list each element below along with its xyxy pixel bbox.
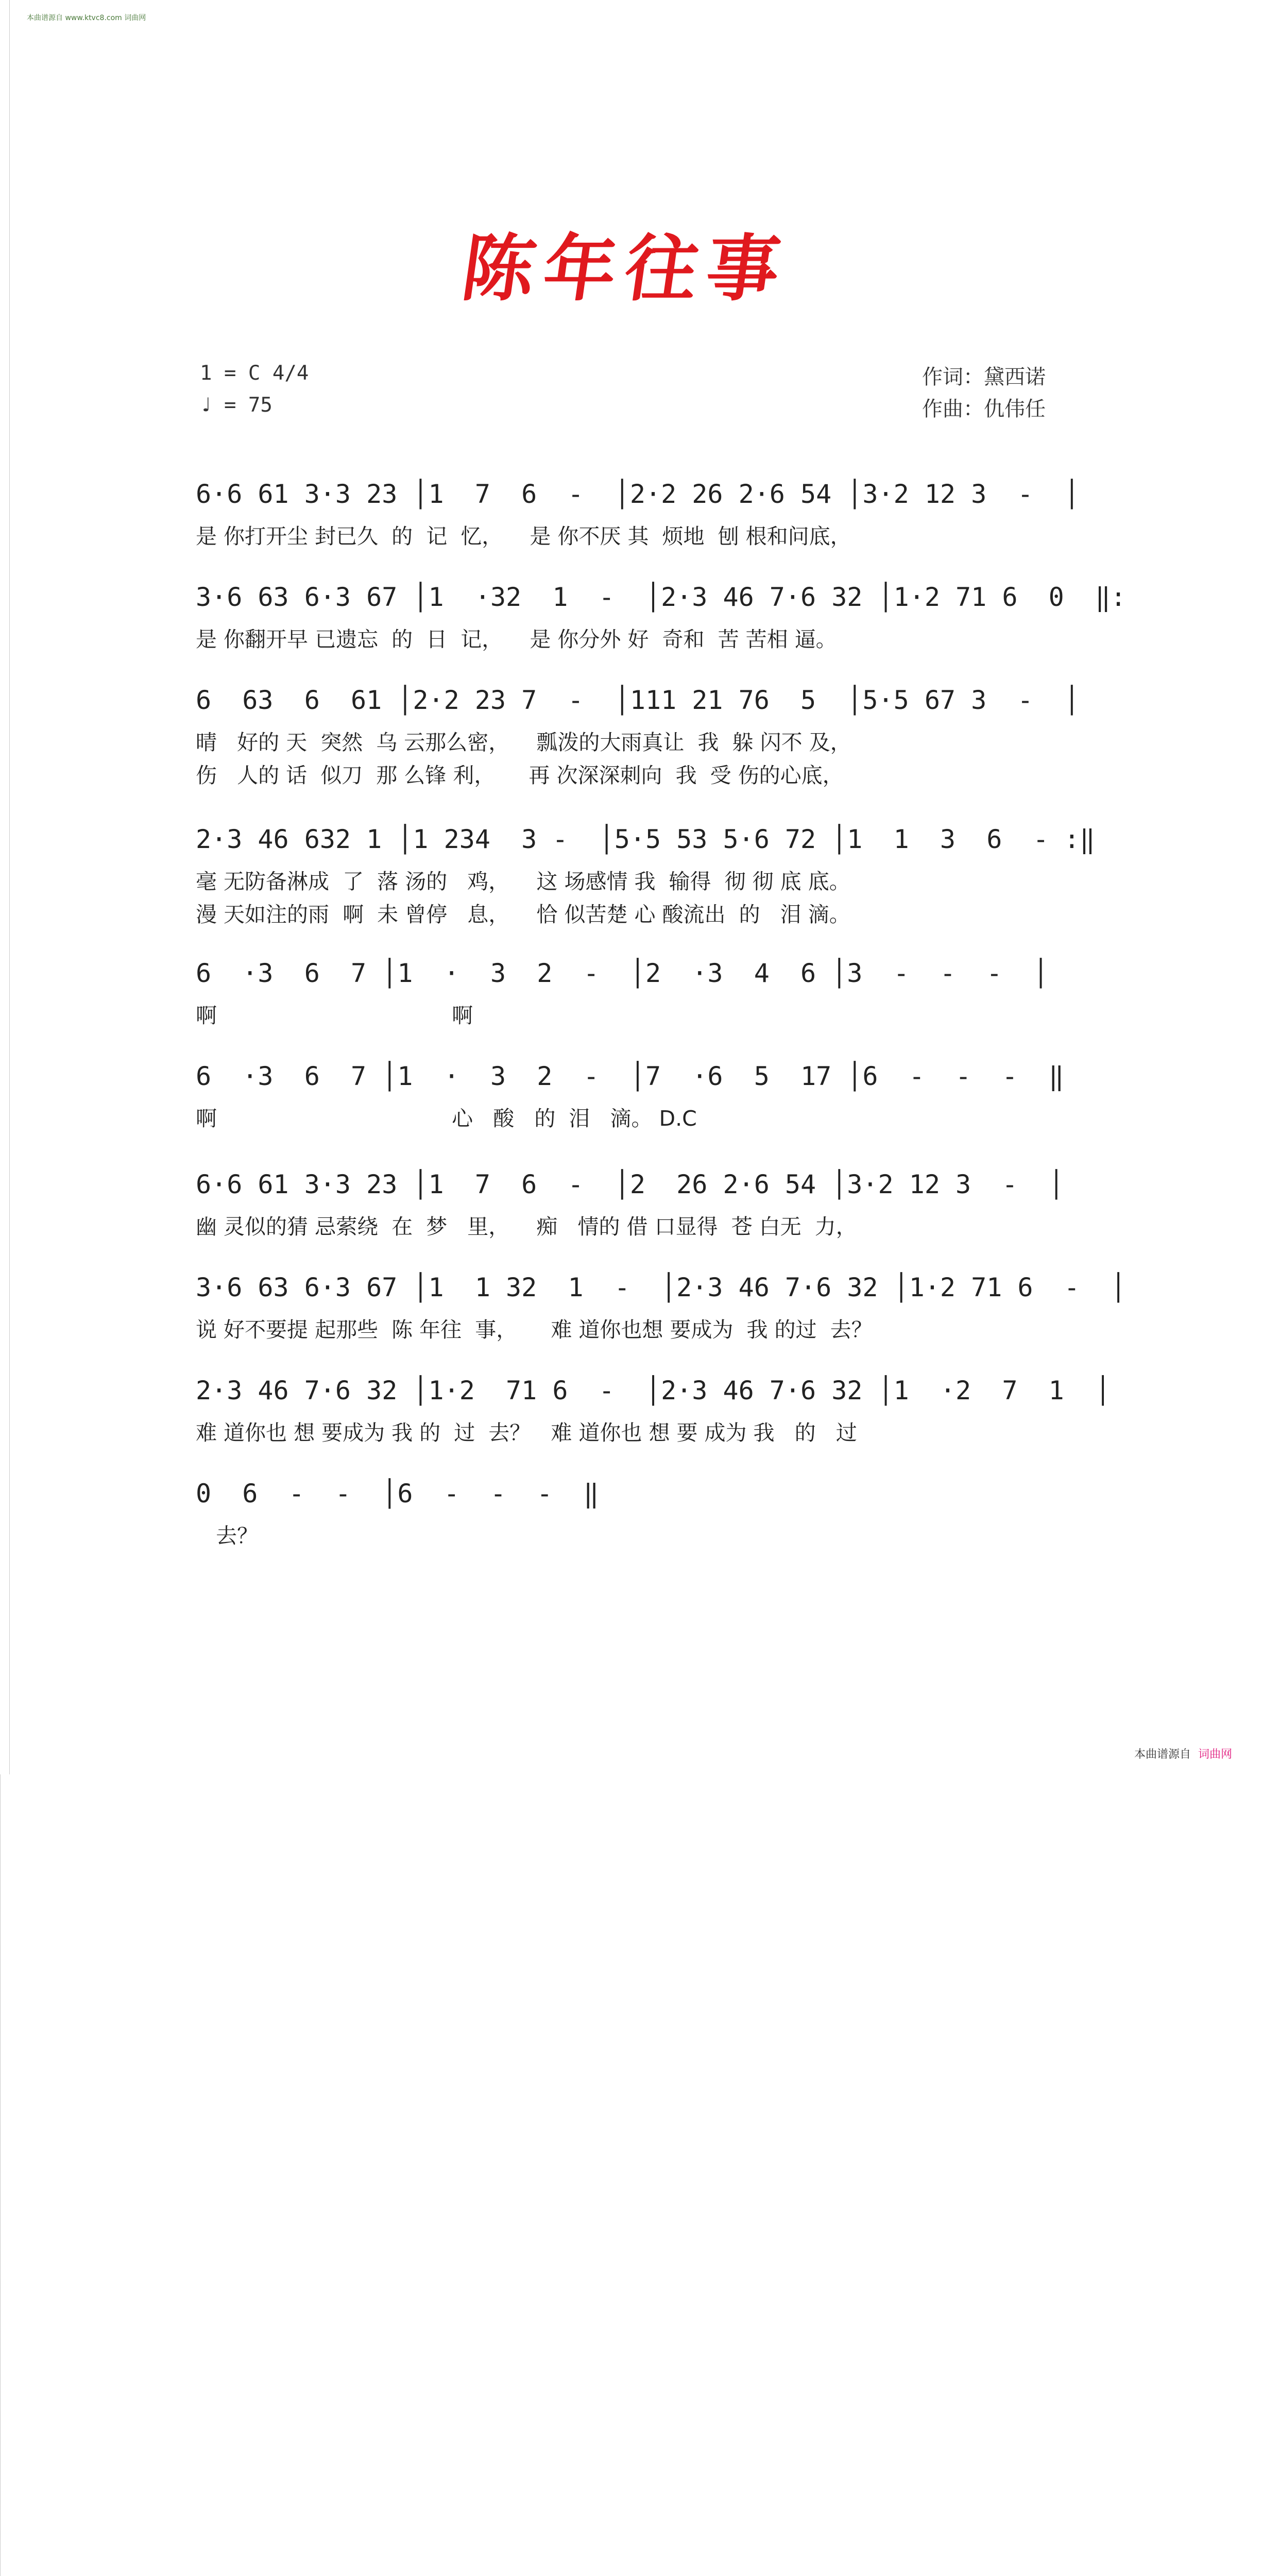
notation-line: 2·3 46 7·6 32 │1·2 71 6 - │2·3 46 7·6 32 │1 ·2 7 1 │	[196, 1376, 1111, 1405]
lyric-line: 啊 啊	[196, 1003, 473, 1028]
lyricist: 作词：黛西诺	[922, 365, 1046, 389]
notation-line: 3·6 63 6·3 67 │1 ·32 1 - │2·3 46 7·6 32 │1·2 71 6 0 ‖:	[196, 582, 1127, 612]
lyric-line: 漫 天如注的雨 啊 未 曾停 息， 恰 似苦楚 心 酸流出 的 泪 滴。	[196, 902, 850, 927]
score-row	[196, 824, 1095, 927]
lyric-line: 去？	[196, 1523, 259, 1548]
notation-line: 3·6 63 6·3 67 │1 1 32 1 - │2·3 46 7·6 32 │1·2 71 6 - │	[196, 1273, 1127, 1302]
score-row	[196, 1376, 1111, 1473]
tempo: ♩ = 75	[200, 394, 272, 417]
notation-line: 6·6 61 3·3 23 │1 7 6 - │2 26 2·6 54 │3·2 12 3 - │	[196, 1170, 1064, 1199]
left-watermark-strip	[0, 0, 10, 1774]
lyric-line: 难 道你也 想 要成为 我 的 过 去？ 难 道你也 想 要 成为 我 的 过	[196, 1420, 857, 1445]
footer-source: 本曲谱源自 词曲网	[1134, 1748, 1232, 1761]
lyric-line: 幽 灵似的猜 忌萦绕 在 梦 里， 痴 情的 借 口显得 苍 白无 力，	[196, 1214, 857, 1239]
score-row	[196, 685, 1080, 788]
lyric-line: 伤 人的 话 似刀 那 么锋 利， 再 次深深刺向 我 受 伤的心底，	[196, 763, 844, 788]
key-meter: 1 = C 4/4	[200, 362, 309, 385]
header-source: 本曲谱源自 www.ktvc8.com 词曲网	[27, 14, 146, 22]
notation-line: 6 ·3 6 7 │1 · 3 2 - │7 ·6 5 17 │6 - - - ‖	[196, 1061, 1064, 1091]
footer-site-link[interactable]: 词曲网	[1198, 1748, 1232, 1761]
notation-line: 6·6 61 3·3 23 │1 7 6 - │2·2 26 2·6 54 │3·2 12 3 - │	[196, 479, 1080, 509]
notation-line: 2·3 46 632 1 │1 234 3 - │5·5 53 5·6 72 │1 1 3 6 - :‖	[196, 824, 1095, 854]
lyric-line: 说 好不要提 起那些 陈 年往 事， 难 道你也想 要成为 我 的过 去？	[196, 1317, 873, 1342]
lyric-line: 是 你打开尘 封已久 的 记 忆， 是 你不厌 其 烦地 刨 根和问底，	[196, 524, 851, 549]
lyric-line: 是 你翻开早 已遗忘 的 日 记， 是 你分外 好 奇和 苦 苦相 逼。	[196, 627, 837, 652]
notation-line: 6 63 6 61 │2·2 23 7 - │111 21 76 5 │5·5 67 3 - │	[196, 685, 1080, 715]
score-row	[196, 958, 1051, 1056]
composer: 作曲：仇伟任	[922, 397, 1046, 421]
score-row	[196, 479, 1080, 577]
lyric-line: 毫 无防备淋成 了 落 汤的 鸡， 这 场感情 我 输得 彻 彻 底 底。	[196, 869, 850, 894]
notation-line: 0 6 - - │6 - - - ‖	[196, 1479, 599, 1509]
score-row	[196, 1479, 1051, 1577]
score-row	[196, 1061, 1064, 1159]
score-row	[196, 582, 1127, 680]
notation-line: 6 ·3 6 7 │1 · 3 2 - │2 ·3 4 6 │3 - - - │	[196, 958, 1049, 988]
score-row	[196, 1273, 1127, 1370]
lyric-line: 啊 心 酸 的 泪 滴。 D.C	[196, 1106, 697, 1131]
score-row	[196, 1170, 1064, 1267]
lyric-line: 晴 好的 天 突然 乌 云那么密， 瓢泼的大雨真让 我 躲 闪不 及，	[196, 730, 851, 755]
right-watermark-strip	[0, 1774, 10, 2576]
song-title: 陈年往事	[456, 227, 794, 311]
